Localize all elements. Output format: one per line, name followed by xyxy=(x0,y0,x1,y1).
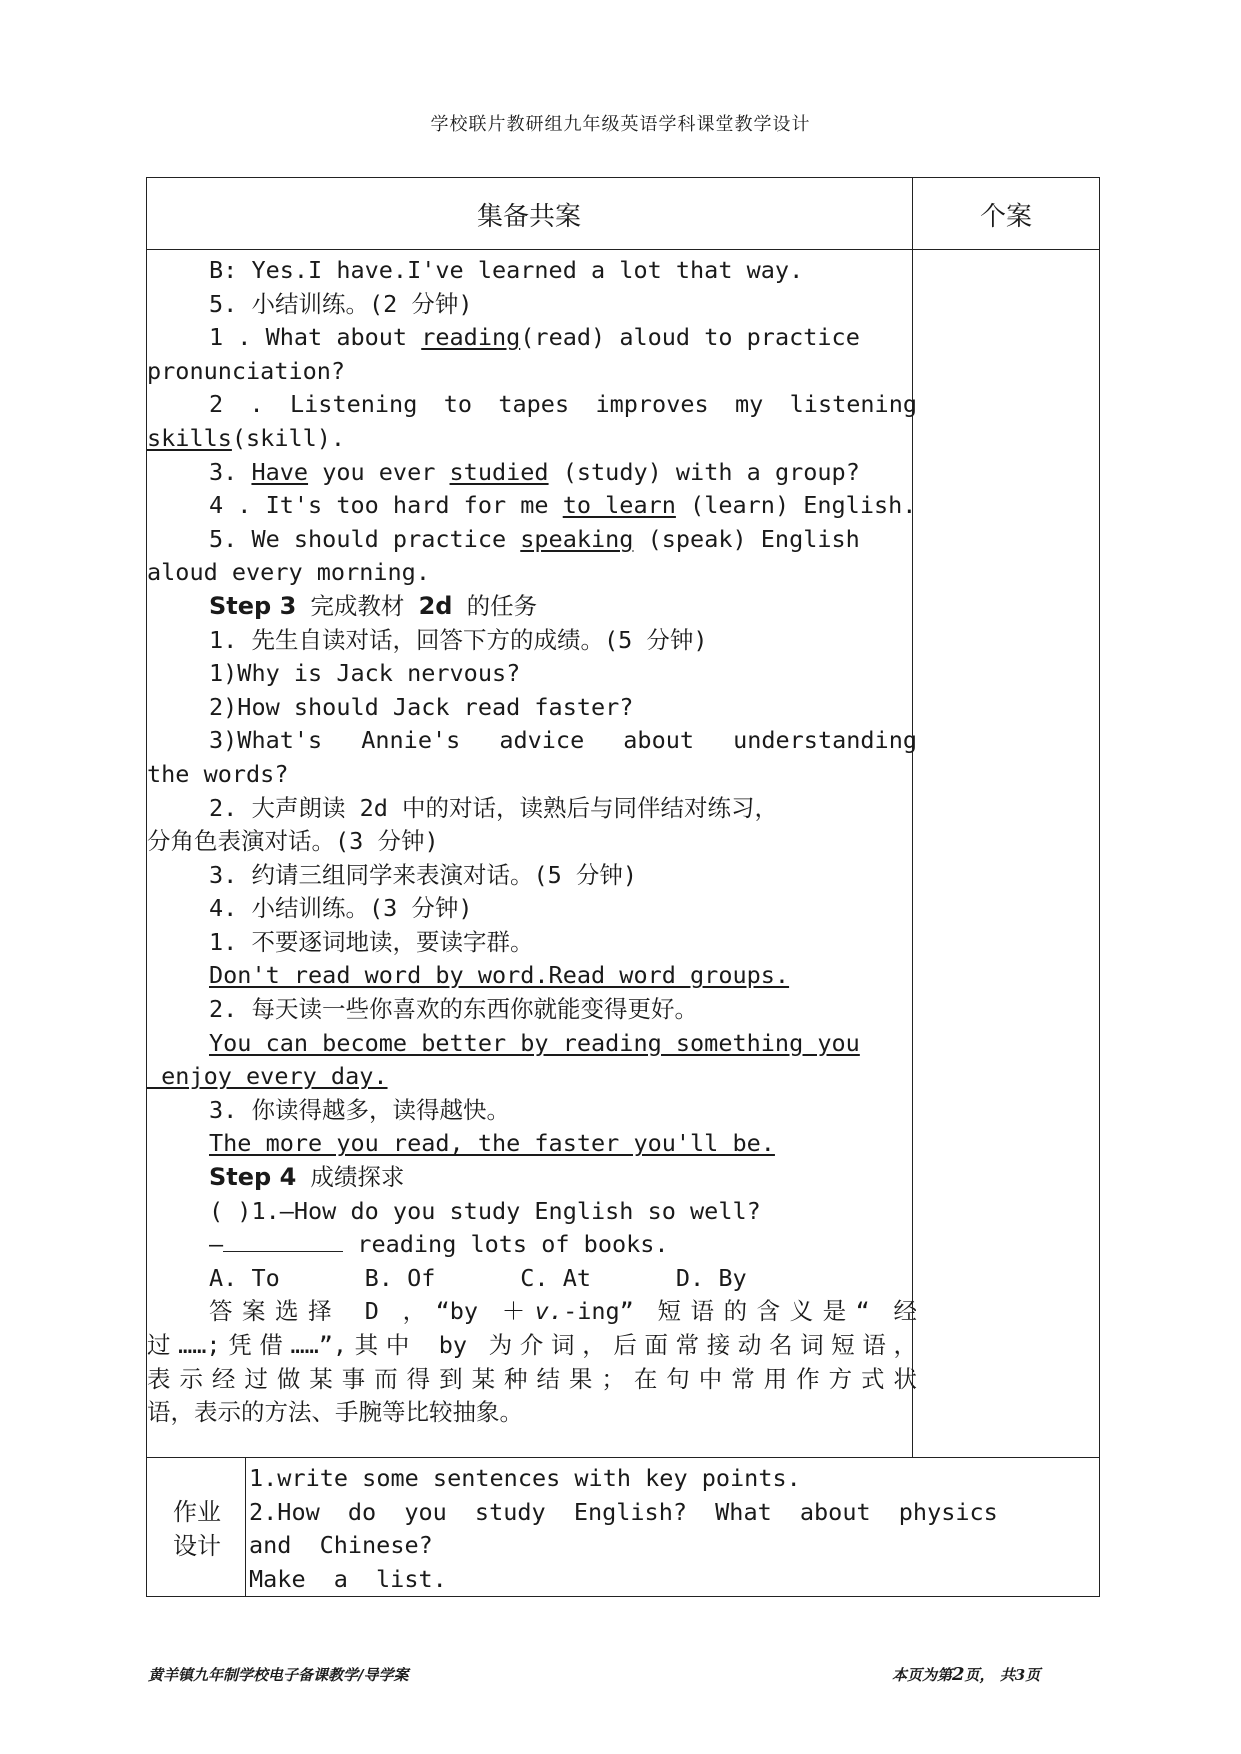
text-line: 表示经过做某事而得到某种结果；在句中常用作方式状 xyxy=(147,1364,917,1393)
answer-blank: to learn xyxy=(562,491,676,520)
text-line: — reading lots of books. xyxy=(209,1230,669,1259)
text-line: 4. 小结训练。(3 分钟) xyxy=(209,894,473,923)
text-line: 2. 大声朗读 2d 中的对话，读熟后与同伴结对练习， xyxy=(209,793,779,822)
text-line: 分角色表演对话。(3 分钟) xyxy=(147,827,439,856)
text-line: 过……;凭借……”,其中 by 为介词，后面常接动名词短语， xyxy=(147,1331,917,1359)
step-heading: Step 4 成绩探求 xyxy=(209,1163,405,1192)
step-heading: Step 3 完成教材 2d 的任务 xyxy=(209,591,538,620)
answer-blank: speaking xyxy=(520,524,634,553)
text-line: 1. 先生自读对话，回答下方的成绩。(5 分钟) xyxy=(209,625,708,654)
text-line: skills(skill). xyxy=(147,423,346,452)
text-line xyxy=(147,1027,917,1061)
homework-line: and Chinese? xyxy=(249,1531,433,1560)
answer-blank: Have xyxy=(251,457,309,486)
text-line xyxy=(147,959,917,993)
page-header: 学校联片教研组九年级英语学科课堂教学设计 xyxy=(430,114,811,135)
text-line: 3. Have you ever studied (study) with a group? xyxy=(209,457,860,486)
text-line: 1)Why is Jack nervous? xyxy=(209,659,521,688)
shared-plan-content xyxy=(147,254,917,1430)
text-line: 5. We should practice speaking (speak) English xyxy=(209,524,860,553)
homework-line: Make a list. xyxy=(249,1564,447,1593)
homework-row-divider xyxy=(146,1457,1100,1458)
homework-content xyxy=(249,1462,1059,1596)
answer-blank: studied xyxy=(449,457,549,486)
column-header-individual-plan: 个案 xyxy=(979,202,1032,232)
text-line: 3. 你读得越多，读得越快。 xyxy=(209,1095,510,1124)
answer-blank: skills xyxy=(147,423,232,452)
homework-line: 1.write some sentences with key points. xyxy=(249,1464,801,1492)
column-header-shared-plan: 集备共案 xyxy=(476,202,581,232)
text-line: 2 . Listening to tapes improves my listening xyxy=(209,390,917,419)
text-line: 5. 小结训练。(2 分钟) xyxy=(209,289,473,318)
homework-label-divider xyxy=(245,1457,246,1597)
text-line: aloud every morning. xyxy=(147,558,430,587)
translation-answer: Don't read word by word.Read word groups. xyxy=(209,961,790,990)
homework-line: 2.How do you study English? What about physics xyxy=(249,1497,998,1526)
table-header-divider xyxy=(146,249,1100,250)
text-line: 1. 不要逐词地读，要读字群。 xyxy=(209,927,534,956)
text-line: ( )1.—How do you study English so well? xyxy=(209,1196,761,1225)
translation-answer: enjoy every day. xyxy=(147,1062,388,1091)
translation-answer: The more you read, the faster you'll be. xyxy=(209,1129,775,1158)
text-line: A. To B. Of C. At D. By xyxy=(209,1263,747,1292)
footer-page-number: 本页为第2页， 共3页 xyxy=(892,1664,1041,1685)
fill-in-blank xyxy=(223,1233,343,1252)
text-line: 3)What's Annie's advice about understanding xyxy=(209,726,917,755)
text-line: pronunciation? xyxy=(147,356,346,385)
text-line: 2)How should Jack read faster? xyxy=(209,692,634,721)
text-line: 1 . What about reading(read) aloud to practice xyxy=(209,323,860,352)
answer-blank: reading xyxy=(421,323,521,352)
footer-school-name: 黄羊镇九年制学校电子备课教学/导学案 xyxy=(148,1666,409,1684)
translation-answer: You can become better by reading something you xyxy=(209,1028,860,1057)
text-line xyxy=(147,1127,917,1161)
text-line: 3. 约请三组同学来表演对话。(5 分钟) xyxy=(209,860,638,889)
text-line: B: Yes.I have.I've learned a lot that way. xyxy=(209,256,804,284)
homework-label: 作业 设计 xyxy=(173,1498,221,1560)
text-line: 2. 每天读一些你喜欢的东西你就能变得更好。 xyxy=(209,995,698,1024)
text-line: 4 . It's too hard for me to learn (learn) English. xyxy=(209,491,917,520)
text-line: the words? xyxy=(147,759,289,788)
text-line: 语，表示的方法、手腕等比较抽象。 xyxy=(147,1398,523,1427)
text-line: 答案选择 D ，“by ＋v.-ing” 短语的含义是“ 经 xyxy=(209,1297,917,1326)
text-line xyxy=(147,1060,917,1094)
